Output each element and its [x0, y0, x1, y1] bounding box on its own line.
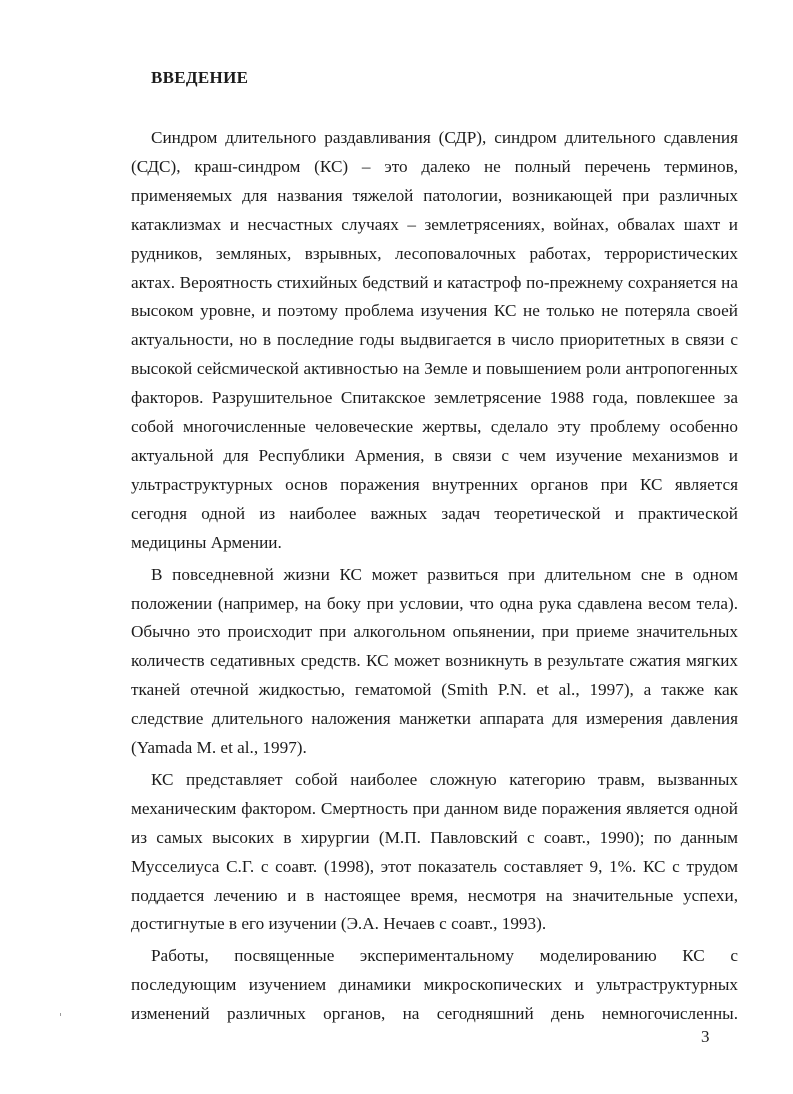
paragraph-2: В повседневной жизни КС может развиться при длительном сне в одном положении (например, на боку при условии, что одна рука сдавлена весом тела). Обычно это происходит при алкогольном опьянении, при приеме значительных количеств седативных средств. КС может возникнуть в результате сжатия мягких тканей отечной жидкостью, гематомой (Smith P.N. et al., 1997), а также как следствие длительного наложения манжетки аппарата для измерения давления (Yamada M. et al., 1997). — [131, 564, 738, 758]
scan-speck — [60, 1013, 61, 1016]
paragraph-3: КС представляет собой наиболее сложную категорию травм, вызванных механическим фактором. Смертность при данном виде поражения является одной из самых высоких в хирургии (М.П. Павловский с соавт., 1990); по данным Мусселиуса С.Г. с соавт. (1998), этот показатель составляет 9, 1%. КС с трудом поддается лечению и в настоящее время, несмотря на значительные успехи, достигнутые в его изучении (Э.А. Нечаев с соавт., 1993). — [131, 769, 738, 934]
page-number: 3 — [701, 1027, 710, 1046]
paragraph-1: Синдром длительного раздавливания (СДР), синдром длительного сдавления (СДС), краш-синдром (КС) – это далеко не полный перечень терминов, применяемых для названия тяжелой патологии, возникающей при различных катаклизмах и несчастных случаях – землетрясениях, войнах, обвалах шахт и рудников, земляных, взрывных, лесоповалочных работах, террористических актах. Вероятность стихийных бедствий и катастроф по-прежнему сохраняется на высоком уровне, и поэтому проблема изучения КС не только не потеряла своей актуальности, но в последние годы выдвигается в число приоритетных в связи с высокой сейсмической активностью на Земле и повышением роли антропогенных факторов. Разрушительное Спитакское землетрясение 1988 года, повлекшее за собой многочисленные человеческие жертвы, сделало эту проблему особенно актуальной для Республики Армения, в связи с чем изучение механизмов и ультраструктурных основ поражения внутренних органов при КС является сегодня одной из наиболее важных задач теоретической и практической медицины Армении. — [131, 128, 738, 552]
paragraph-4: Работы, посвященные экспериментальному моделированию КС с последующим изучением динамики микроскопических и ультраструктурных изменений различных органов, на сегодняшний день немногочисленны. — [131, 946, 738, 1024]
section-heading: ВВЕДЕНИЕ — [151, 68, 249, 87]
body-text — [131, 124, 738, 1029]
